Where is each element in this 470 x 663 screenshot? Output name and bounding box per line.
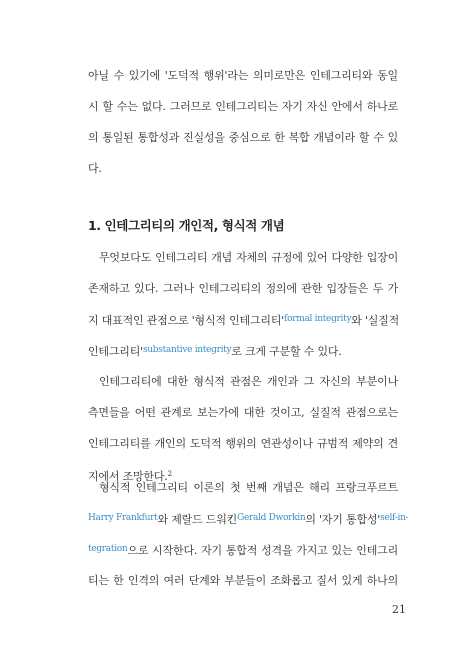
text-segment: 으로 시작한다. 자기 통합적 성격을 가지고 있는 인테그리 <box>127 544 398 557</box>
text-segment: 와 제랄드 드워킨 <box>157 513 238 526</box>
text-segment: 와 '실질적 <box>351 314 400 327</box>
section-heading: 1. 인테그리티의 개인적, 형식적 개념 <box>88 218 285 233</box>
text-line: 측면들을 어떤 관계로 보는가에 대한 것이고, 실질적 관점으로는 <box>88 406 398 419</box>
text-segment: 인테그리티' <box>88 345 143 358</box>
text-line: 존재하고 있다. 그러나 인테그리티의 정의에 관한 입장들은 두 가 <box>88 282 398 295</box>
text-line: 형식적 인테그리티 이론의 첫 번째 개념은 해리 프랑크푸르트 <box>99 481 398 494</box>
text-line <box>88 503 409 534</box>
text-line <box>88 335 398 366</box>
english-term: formal integrity <box>284 314 352 324</box>
page-number: 21 <box>392 603 406 616</box>
english-term: self-in- <box>380 513 409 523</box>
text-segment: 의 '자기 통합성' <box>305 513 381 526</box>
text-line <box>88 534 398 565</box>
english-term: substantive integrity <box>142 345 232 355</box>
english-term: Gerald Dworkin <box>237 513 306 523</box>
text-line: 인테그리티를 개인의 도덕적 행위의 연관성이나 규범적 제약의 견 <box>88 437 398 450</box>
text-segment: 지 대표적인 관점으로 '형식적 인테그리티' <box>88 314 285 327</box>
english-term: tegration <box>88 544 128 554</box>
text-line: 아닐 수 있기에 '도덕적 행위'라는 의미로만은 인테그리티와 동일 <box>88 69 398 82</box>
paragraph-intro-continuation <box>88 60 398 184</box>
paragraph-self-integration <box>88 472 409 596</box>
english-term: Harry Frankfurt <box>88 513 158 523</box>
text-segment: 지에서 조망한다. <box>88 470 168 483</box>
text-line: 인테그리티에 대한 형식적 관점은 개인과 그 자신의 부분이나 <box>99 375 398 388</box>
text-line <box>88 304 398 335</box>
text-line: 의 통일된 통합성과 진실성을 중심으로 한 복합 개념이라 할 수 있 <box>88 131 398 144</box>
text-line: 다. <box>88 162 102 175</box>
paragraph-definition <box>88 242 398 366</box>
text-line: 무엇보다도 인테그리티 개념 자체의 규정에 있어 다양한 입장이 <box>99 251 398 264</box>
text-line: 티는 한 인격의 여러 단계와 부분들이 조화롭고 질서 있게 하나의 <box>88 574 398 587</box>
text-segment: 로 크게 구분할 수 있다. <box>231 345 342 358</box>
text-line: 시 할 수는 없다. 그러므로 인테그리티는 자기 자신 안에서 하나로 <box>88 100 398 113</box>
footnote-reference[interactable]: 2 <box>167 470 172 478</box>
